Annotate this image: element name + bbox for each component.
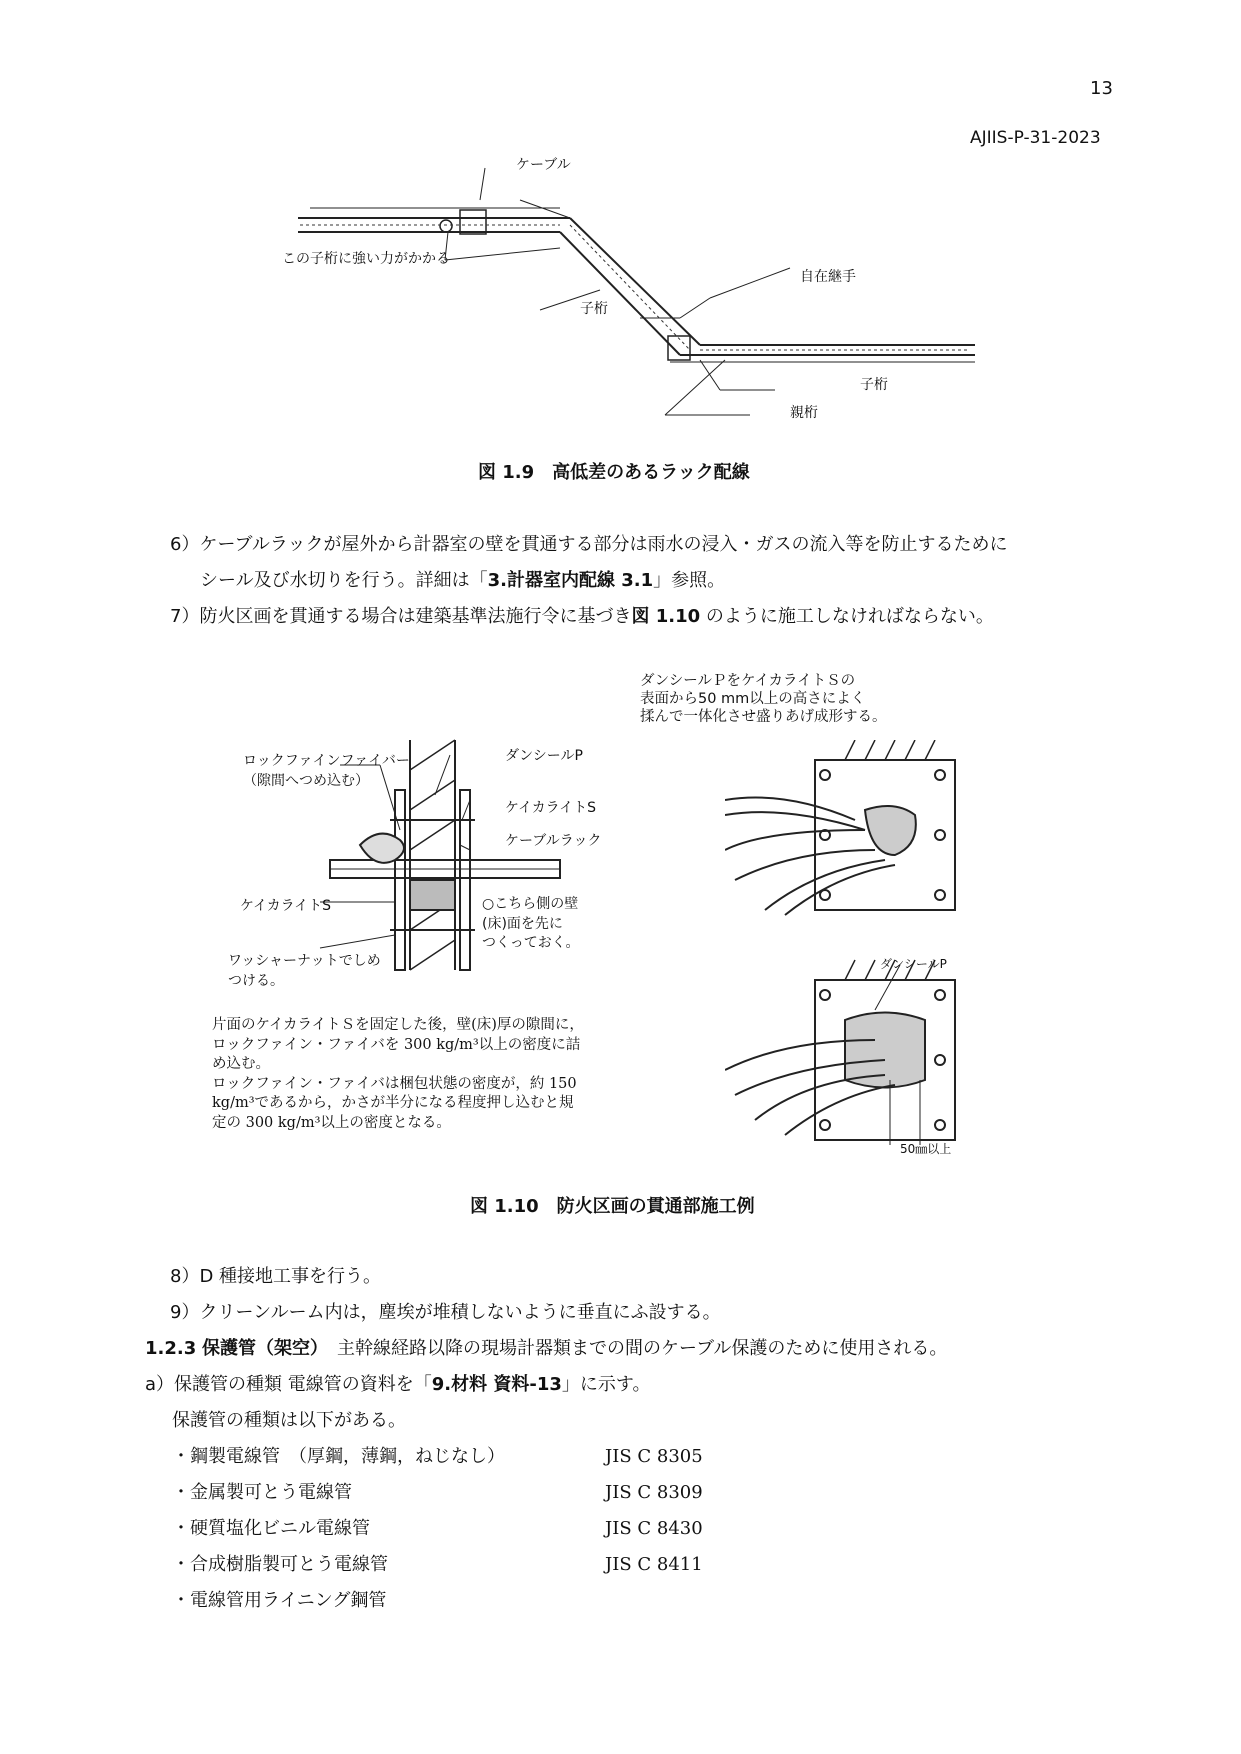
label-wall-note: ○こちら側の壁 (床)面を先に つくっておく。 bbox=[482, 896, 580, 952]
page-number: 13 bbox=[1090, 78, 1113, 99]
section-item-a: a）保護管の種類 電線管の資料を「9.材料 資料-13」に示す。 bbox=[145, 1374, 651, 1395]
label-rock-fiber: ロックファインファイバー （隙間へつめ込む） bbox=[243, 753, 410, 789]
list-item: ・硬質塩化ビニル電線管 bbox=[172, 1518, 370, 1539]
label-main-beam: 親桁 bbox=[790, 405, 818, 421]
label-keikalite-left: ケイカライトS bbox=[240, 898, 332, 914]
list-item-standard: JIS C 8411 bbox=[605, 1554, 703, 1575]
list-item: ・電線管用ライニング鋼管 bbox=[172, 1590, 387, 1611]
item-9: 9）クリーンルーム内は，塵埃が堆積しないように垂直にふ設する。 bbox=[170, 1302, 721, 1323]
label-strong-force: この子桁に強い力がかかる bbox=[282, 251, 450, 267]
section-heading: 1.2.3 保護管（架空） 主幹線経路以降の現場計器類までの間のケーブル保護のために使用される。 bbox=[145, 1338, 948, 1359]
list-item-standard: JIS C 8430 bbox=[605, 1518, 703, 1539]
label-danseal-2: ダンシールP bbox=[880, 957, 947, 971]
item-6-line-1: 6）ケーブルラックが屋外から計器室の壁を貫通する部分は雨水の浸入・ガスの流入等を防止するために bbox=[170, 534, 1008, 555]
document-id: AJIIS-P-31-2023 bbox=[970, 128, 1101, 148]
list-item: ・合成樹脂製可とう電線管 bbox=[172, 1554, 388, 1575]
list-item: ・鋼製電線管 （厚鋼，薄鋼，ねじなし） bbox=[172, 1446, 505, 1467]
item-7: 7）防火区画を貫通する場合は建築基準法施行令に基づき図 1.10 のように施工しなければならない。 bbox=[170, 606, 994, 627]
label-cable-rack: ケーブルラック bbox=[505, 833, 602, 849]
label-sub-beam-2: 子桁 bbox=[860, 377, 888, 393]
figure-1-10-caption: 図 1.10 防火区画の貫通部施工例 bbox=[470, 1196, 755, 1217]
label-cable: ケーブル bbox=[516, 157, 571, 173]
figure-1-9-caption: 図 1.9 高低差のあるラック配線 bbox=[478, 462, 750, 483]
list-item-standard: JIS C 8305 bbox=[605, 1446, 703, 1467]
figure-1-10-bottom-note: 片面のケイカライトＳを固定した後，壁(床)厚の隙間に， ロックファイン・ファイバを 300 kg/m³以上の密度に詰 め込む。 ロックファイン・ファイバは梱包状態の密度が，約 150 kg/m³であるから，かさが半分になる程度押し込むと規 定の 300 kg/m³以上の密度となる。 bbox=[212, 1017, 584, 1131]
figure-1-9-diagram bbox=[270, 160, 990, 450]
label-washer-nut: ワッシャーナットでしめ つける。 bbox=[228, 953, 381, 989]
label-danseal: ダンシールP bbox=[505, 748, 583, 764]
list-item-standard: JIS C 8309 bbox=[605, 1482, 703, 1503]
label-universal-joint: 自在継手 bbox=[800, 269, 856, 285]
label-sub-beam-1: 子桁 bbox=[580, 301, 608, 317]
list-item: ・金属製可とう電線管 bbox=[172, 1482, 352, 1503]
label-keikalite-right: ケイカライトS bbox=[505, 800, 597, 816]
item-8: 8）D 種接地工事を行う。 bbox=[170, 1266, 382, 1287]
figure-1-10-top-note: ダンシールＰをケイカライトＳの 表面から50 mm以上の高さによく 揉んで一体化させ盛りあげ成形する。 bbox=[640, 673, 887, 726]
section-intro: 保護管の種類は以下がある。 bbox=[172, 1410, 406, 1431]
item-6-line-2: シール及び水切りを行う。詳細は「3.計器室内配線 3.1」参照。 bbox=[200, 570, 726, 591]
figure-1-10-penetration-illustrations bbox=[725, 740, 975, 1160]
label-dimension-50mm: 50㎜以上 bbox=[900, 1142, 952, 1156]
